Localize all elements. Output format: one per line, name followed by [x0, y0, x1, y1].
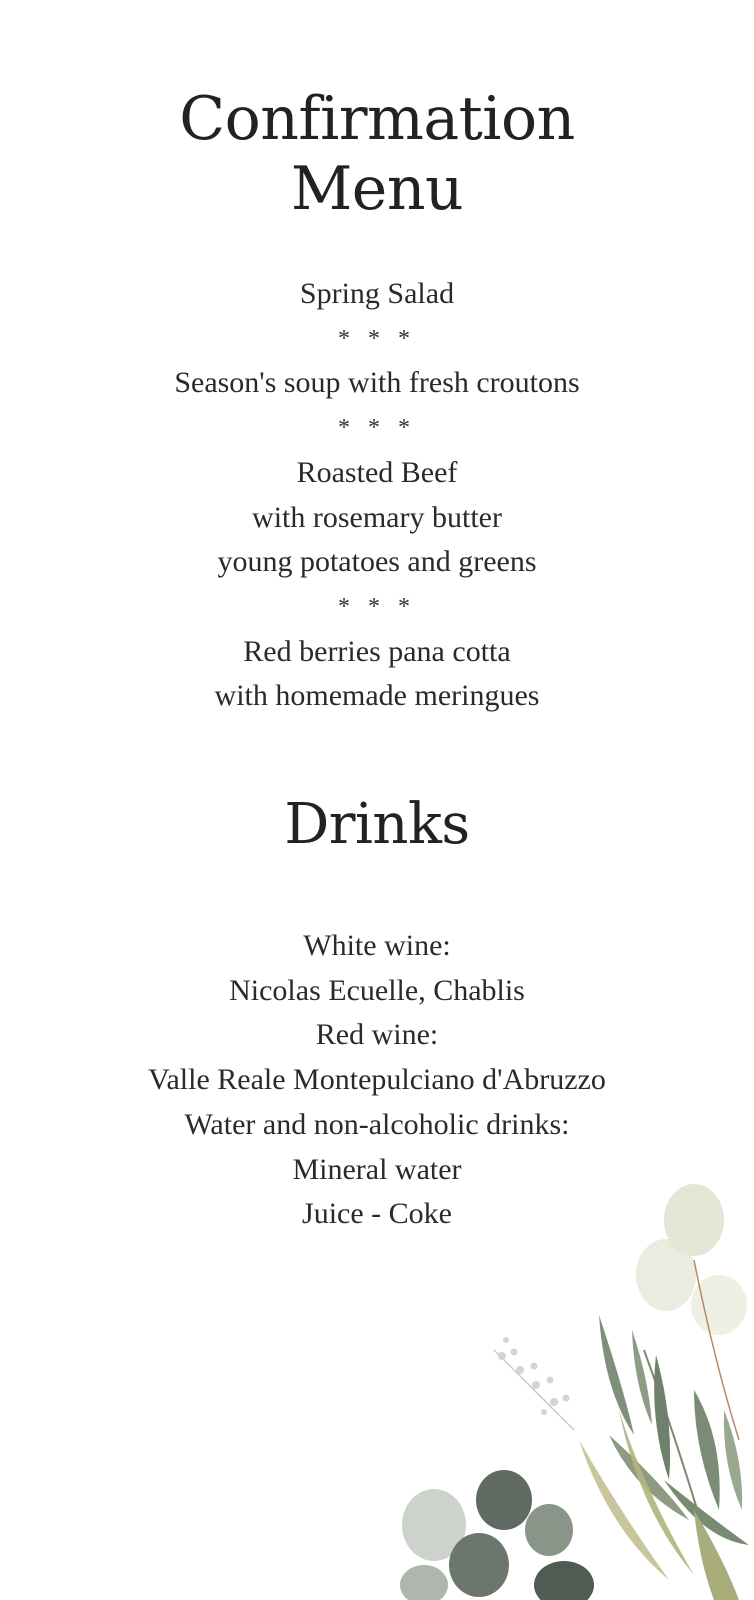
eucalyptus-foliage-illustration [394, 1180, 754, 1600]
menu-courses [0, 272, 754, 719]
drinks-line-red-wine: Valle Reale Montepulciano d'Abruzzo [148, 1063, 606, 1097]
menu-title [0, 84, 754, 224]
course-2-line-1: Season's soup with fresh croutons [174, 366, 580, 400]
course-3-line-2: with rosemary butter [252, 500, 502, 534]
drinks-line-mineral-water: Mineral water [292, 1152, 462, 1186]
drinks-line-white-wine-label: White wine: [303, 929, 451, 962]
drinks-line-juice-coke: Juice - Coke [302, 1197, 452, 1231]
course-4-line-2: with homemade meringues [214, 679, 540, 713]
course-3-line-1: Roasted Beef [296, 455, 458, 489]
drinks-title: Drinks [284, 792, 470, 857]
course-separator: * * * [338, 325, 416, 352]
course-3-line-3: young potatoes and greens [217, 545, 537, 579]
course-4-line-1: Red berries pana cotta [243, 634, 511, 668]
menu-title-line-1: Confirmation [179, 84, 575, 154]
drinks-line-white-wine: Nicolas Ecuelle, Chablis [229, 973, 525, 1007]
course-1-line-1: Spring Salad [299, 277, 455, 310]
course-separator: * * * [338, 415, 416, 442]
drinks-line-red-wine-label: Red wine: [315, 1018, 439, 1052]
drinks-line-water-label: Water and non-alcoholic drinks: [184, 1107, 570, 1141]
menu-title-line-2: Menu [290, 154, 464, 224]
course-separator: * * * [338, 593, 416, 620]
